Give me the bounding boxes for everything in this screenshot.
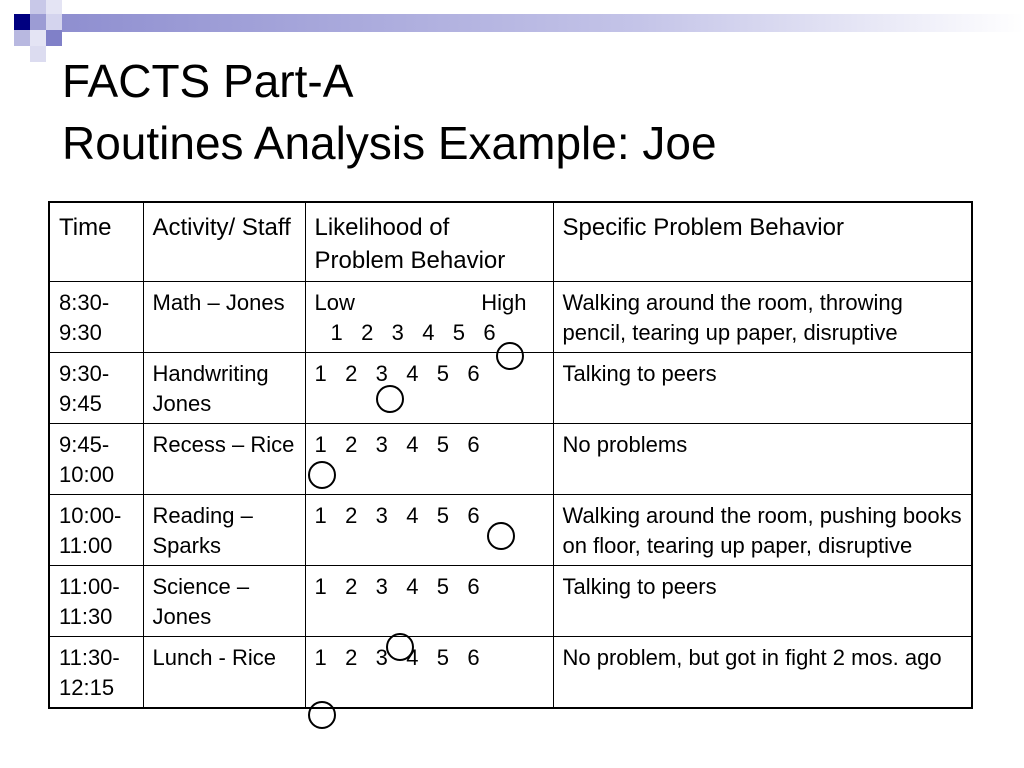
activity-cell: Reading – Sparks: [143, 495, 305, 566]
time-cell: 9:30-9:45: [49, 353, 143, 424]
behavior-cell: Walking around the room, pushing books on floor, tearing up paper, disruptive: [553, 495, 972, 566]
behavior-cell: Talking to peers: [553, 353, 972, 424]
rating-circle: [496, 342, 524, 370]
behavior-cell: No problems: [553, 424, 972, 495]
likelihood-cell: [305, 566, 553, 637]
slide-title: [62, 50, 717, 174]
likelihood-scale: 1 2 3 4 5 6: [314, 432, 480, 457]
behavior-cell: Walking around the room, throwing pencil, tearing up paper, disruptive: [553, 282, 972, 353]
activity-cell: Recess – Rice: [143, 424, 305, 495]
scale-high-label: High: [481, 290, 527, 315]
likelihood-cell: [305, 424, 553, 495]
likelihood-cell: [305, 637, 553, 709]
behavior-cell: No problem, but got in fight 2 mos. ago: [553, 637, 972, 709]
table-row: [49, 637, 972, 709]
header-row: [49, 202, 972, 282]
scale-labels: [315, 288, 527, 318]
likelihood-scale: 1 2 3 4 5 6: [314, 645, 480, 670]
time-cell: 10:00-11:00: [49, 495, 143, 566]
scale-low-label: Low: [314, 290, 355, 315]
activity-cell: Handwriting Jones: [143, 353, 305, 424]
likelihood-scale: 1 2 3 4 5 6: [314, 574, 480, 599]
rating-circle: [308, 701, 336, 729]
header-activity: Activity/ Staff: [143, 202, 305, 282]
header-time: Time: [49, 202, 143, 282]
routines-table: [48, 201, 973, 709]
table-row: [49, 424, 972, 495]
time-cell: 8:30-9:30: [49, 282, 143, 353]
header-behavior: Specific Problem Behavior: [553, 202, 972, 282]
rating-circle: [308, 461, 336, 489]
time-cell: 9:45-10:00: [49, 424, 143, 495]
table-row: [49, 566, 972, 637]
time-cell: 11:00-11:30: [49, 566, 143, 637]
activity-cell: Lunch - Rice: [143, 637, 305, 709]
activity-cell: Science – Jones: [143, 566, 305, 637]
likelihood-scale: 1 2 3 4 5 6: [330, 320, 496, 345]
behavior-cell: Talking to peers: [553, 566, 972, 637]
title-line-2: Routines Analysis Example: Joe: [62, 117, 717, 169]
likelihood-cell: [305, 495, 553, 566]
likelihood-cell: [305, 282, 553, 353]
rating-circle: [376, 385, 404, 413]
likelihood-scale: 1 2 3 4 5 6: [314, 361, 480, 386]
title-line-1: FACTS Part-A: [62, 55, 354, 107]
rating-circle: [386, 633, 414, 661]
time-cell: 11:30-12:15: [49, 637, 143, 709]
activity-cell: Math – Jones: [143, 282, 305, 353]
likelihood-scale: 1 2 3 4 5 6: [314, 503, 480, 528]
rating-circle: [487, 522, 515, 550]
header-likelihood: Likelihood of Problem Behavior: [305, 202, 553, 282]
